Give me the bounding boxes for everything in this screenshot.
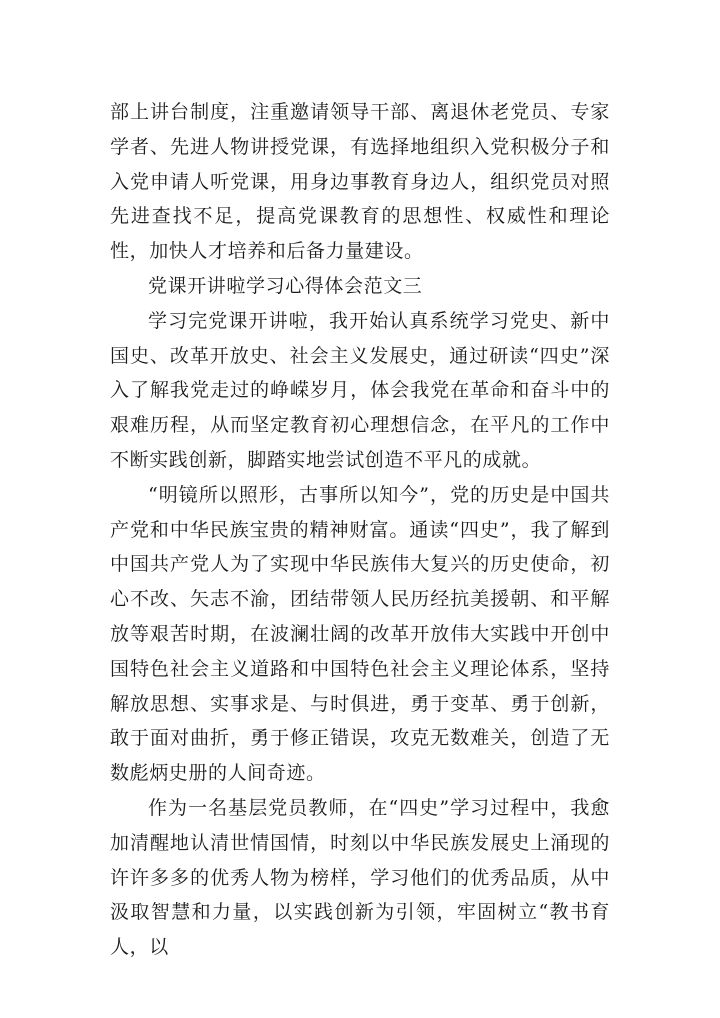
document-body [110, 95, 610, 965]
section-heading: 党课开讲啦学习心得体会范文三 [148, 274, 423, 297]
paragraph: 学习完党课开讲啦，我开始认真系统学习党史、新中国史、改革开放史、社会主义发展史，通过研读“四史”深入了解我党走过的峥嵘岁月，体会我党在革命和奋斗中的艰难历程，从而坚定教育初心理想信念，在平凡的工作中不断实践创新，脚踏实地尝试创造不平凡的成就。 [110, 309, 610, 471]
paragraph: 作为一名基层党员教师，在“四史”学习过程中，我愈加清醒地认清世情国情，时刻以中华民族发展史上涌现的许许多多的优秀人物为榜样，学习他们的优秀品质，从中汲取智慧和力量，以实践创新为引领，牢固树立“教书育人，以 [110, 796, 610, 959]
paragraph: “明镜所以照形，古事所以知今”，党的历史是中国共产党和中华民族宝贵的精神财富。通读“四史”，我了解到中国共产党人为了实现中华民族伟大复兴的历史使命，初心不改、矢志不渝，团结带领人民历经抗美援朝、和平解放等艰苦时期，在波澜壮阔的改革开放伟大实践中开创中国特色社会主义道路和中国特色社会主义理论体系，坚持解放思想、实事求是、与时俱进，勇于变革、勇于创新，敢于面对曲折，勇于修正错误，攻克无数难关，创造了无数彪炳史册的人间奇迹。 [110, 483, 610, 785]
paragraph-continuation: 部上讲台制度，注重邀请领导干部、离退休老党员、专家学者、先进人物讲授党课，有选择地组织入党积极分子和入党申请人听党课，用身边事教育身边人，组织党员对照先进查找不足，提高党课教育的思想性、权威性和理论性，加快人才培养和后备力量建设。 [110, 101, 610, 263]
